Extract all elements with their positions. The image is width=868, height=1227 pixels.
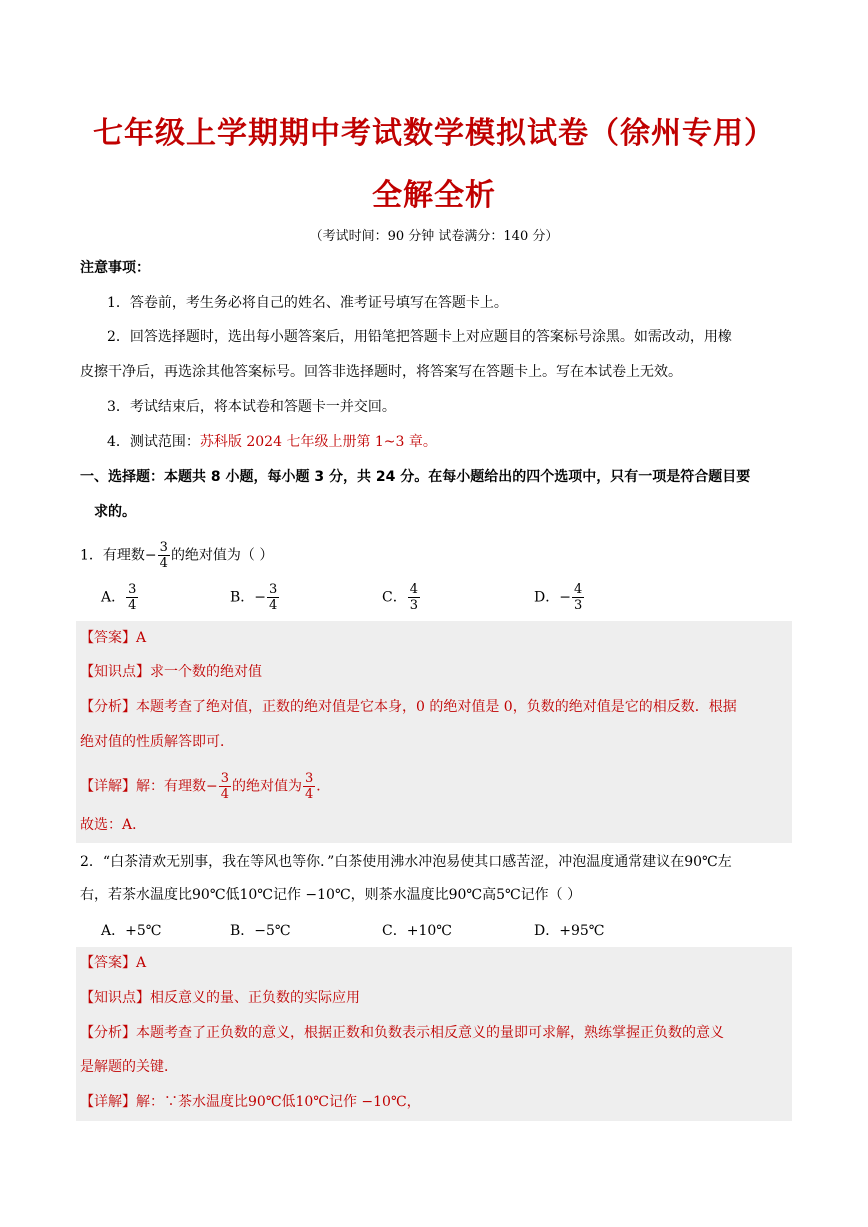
note-2-line-1: 2．回答选择题时，选出每小题答案后，用铅笔把答题卡上对应题目的答案标号涂黑。如需改动，用橡 — [107, 329, 732, 345]
exam-info: （考试时间：90 分钟 试卷满分：140 分） — [309, 229, 559, 244]
q2-answer: 【答案】A — [80, 955, 147, 971]
question-2-line-1: 2．“白茶清欢无别事，我在等风也等你．”白茶使用沸水冲泡易使其口感苦涩，冲泡温度通常建议在90℃左 — [80, 854, 732, 870]
option-label: C． — [382, 923, 407, 939]
q1-option-d — [534, 582, 585, 613]
option-sign: − — [559, 589, 571, 606]
q1-option-a — [101, 582, 139, 613]
option-label: D． — [534, 923, 560, 939]
q1-detail-fraction-1 — [219, 771, 231, 802]
q2-option-d — [534, 920, 604, 940]
note-3: 3．考试结束后，将本试卷和答题卡一并交回。 — [107, 399, 396, 415]
option-den: 3 — [573, 598, 583, 613]
option-den: 4 — [269, 598, 278, 613]
option-label: D． — [534, 589, 560, 606]
q1-knowledge: 【知识点】求一个数的绝对值 — [80, 664, 262, 680]
option-den: 3 — [409, 598, 418, 613]
option-value: −5℃ — [254, 923, 291, 939]
option-value: +10℃ — [406, 923, 452, 939]
q2-knowledge: 【知识点】相反意义的量、正负数的实际应用 — [80, 990, 360, 1006]
q2-option-c — [382, 920, 452, 940]
option-label: B． — [230, 923, 255, 939]
q1-detail-sign: − — [206, 778, 218, 795]
q1-detail-fraction-2 — [303, 771, 315, 802]
q2-option-a — [101, 920, 161, 940]
note-2-line-2: 皮擦干净后，再选涂其他答案标号。回答非选择题时，将答案写在答题卡上。写在本试卷上无效。 — [80, 364, 682, 380]
option-value: +95℃ — [559, 923, 605, 939]
option-den: 4 — [128, 598, 137, 613]
question-2-line-2: 右，若茶水温度比90℃低10℃记作 −10℃，则茶水温度比90℃高5℃记作（ ） — [80, 887, 582, 903]
note-4 — [107, 432, 437, 452]
detail-frac-num: 3 — [305, 771, 314, 786]
q1-detail-end: ． — [316, 778, 331, 795]
option-label: C． — [382, 589, 407, 606]
q1-frac-num: 3 — [159, 540, 168, 555]
document-subtitle: 全解全析 — [372, 178, 496, 213]
question-1-stem — [80, 540, 273, 571]
document-title: 七年级上学期期中考试数学模拟试卷（徐州专用） — [93, 116, 775, 151]
q1-analysis-line-1: 【分析】本题考查了绝对值，正数的绝对值是它本身，0 的绝对值是 0，负数的绝对值是它的相反数．根据 — [80, 699, 737, 715]
option-num: 4 — [409, 582, 418, 597]
option-label: A． — [101, 589, 126, 606]
q1-option-b — [230, 582, 280, 613]
q2-analysis-line-1: 【分析】本题考查了正负数的意义，根据正数和负数表示相反意义的量即可求解，熟练掌握正负数的意义 — [80, 1025, 724, 1041]
q1-option-c — [382, 582, 421, 613]
detail-frac-den: 4 — [220, 787, 230, 802]
option-fraction — [126, 582, 138, 613]
q1-detail-prefix: 【详解】解：有理数 — [80, 778, 206, 795]
q1-detail — [80, 771, 330, 802]
q1-fraction — [158, 540, 170, 571]
option-label: A． — [101, 923, 126, 939]
notes-heading: 注意事项： — [80, 260, 150, 276]
option-fraction — [267, 582, 279, 613]
option-label: B． — [230, 589, 255, 606]
q1-detail-middle: 的绝对值为 — [232, 778, 303, 795]
q1-answer: 【答案】A — [80, 630, 147, 646]
detail-frac-den: 4 — [305, 787, 314, 802]
section-1-heading-line-1: 一、选择题：本题共 8 小题，每小题 3 分，共 24 分。在每小题给出的四个选项中，只有一项是符合题目要 — [80, 469, 751, 485]
option-num: 3 — [269, 582, 278, 597]
option-fraction — [408, 582, 420, 613]
q1-frac-den: 4 — [159, 556, 168, 571]
option-fraction — [572, 582, 584, 613]
q2-analysis-line-2: 是解题的关键． — [80, 1059, 178, 1075]
option-value: +5℃ — [125, 923, 162, 939]
q1-prefix: 1．有理数 — [80, 547, 145, 564]
q1-suffix: 的绝对值为（ ） — [170, 547, 274, 564]
option-num: 4 — [573, 582, 583, 597]
detail-frac-num: 3 — [220, 771, 230, 786]
note-4-range: 苏科版 2024 七年级上册第 1~3 章。 — [199, 434, 437, 450]
q2-option-b — [230, 920, 291, 940]
q1-frac-sign: − — [144, 547, 157, 564]
option-sign: − — [254, 589, 267, 606]
q2-detail: 【详解】解：∵茶水温度比90℃低10℃记作 −10℃， — [80, 1094, 421, 1110]
q1-analysis-line-2: 绝对值的性质解答即可． — [80, 734, 234, 750]
note-4-prefix: 4．测试范围： — [107, 434, 200, 450]
note-1: 1．答卷前，考生务必将自己的姓名、准考证号填写在答题卡上。 — [107, 295, 508, 311]
option-num: 3 — [128, 582, 137, 597]
q1-conclusion: 故选：A． — [80, 817, 147, 833]
section-1-heading-line-2: 求的。 — [94, 504, 136, 520]
